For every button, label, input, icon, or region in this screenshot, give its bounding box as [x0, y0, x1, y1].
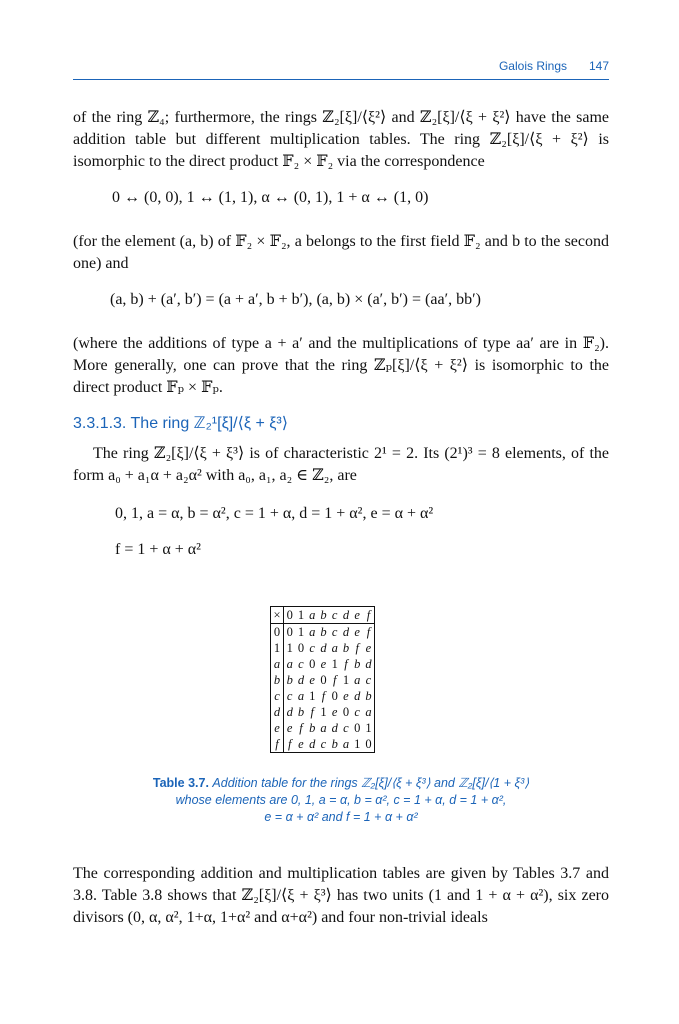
table-cell: b — [309, 721, 316, 735]
table-cell: × — [271, 607, 284, 624]
table-cell: d — [342, 625, 350, 639]
paragraph-4: The ring ℤ₂[ξ]/⟨ξ + ξ³⟩ is of characteristic 2¹ = 2. Its (2¹)³ = 8 elements, of the form a₀ + a₁α + a₂α² with a₀, a₁, a₂ ∈ ℤ₂, are — [73, 445, 609, 484]
running-header — [73, 57, 609, 80]
caption-line3: e = α + α² and f = 1 + α + α² — [264, 810, 418, 824]
table-cell: 0 — [365, 737, 372, 751]
table-cell: e — [343, 689, 349, 703]
table-row — [271, 640, 375, 656]
table-cell: c — [365, 673, 372, 687]
page-number: 147 — [588, 59, 609, 73]
table-cell: 1 — [295, 607, 306, 624]
table-caption — [73, 775, 609, 826]
operations-display: (a, b) + (a′, b′) = (a + a′, b + b′), (a, b) × (a′, b′) = (aa′, bb′) — [110, 291, 481, 308]
paragraph-2: (for the element (a, b) of 𝔽₂ × 𝔽₂, a belongs to the first field 𝔽₂ and b to the second one) and — [73, 233, 609, 272]
table-cell: a — [342, 737, 350, 751]
table-cell: a — [286, 657, 293, 671]
table-cell: c — [343, 721, 349, 735]
table-cell: d — [340, 607, 351, 624]
table-cell: 0 — [331, 689, 338, 703]
table-cell: c — [271, 688, 284, 704]
table-cell: 1 — [365, 721, 372, 735]
paragraph-1: of the ring ℤ₄; furthermore, the rings ℤ₂[ξ]/⟨ξ²⟩ and ℤ₂[ξ]/⟨ξ + ξ²⟩ have the same addition table but different multiplication tables. The ring ℤ₂[ξ]/⟨ξ + ξ²⟩ is isomorphic to the direct product 𝔽₂ × 𝔽₂ via the correspondence — [73, 109, 609, 170]
table-cell: 1 — [271, 640, 284, 656]
caption-line2: whose elements are 0, 1, a = α, b = α², c = 1 + α, d = 1 + α², — [175, 793, 507, 807]
table-cell: 1 — [297, 625, 305, 639]
table-header-row — [271, 607, 375, 624]
table-cell: e — [365, 641, 372, 655]
table-cell: c — [320, 737, 327, 751]
table-cell: f — [321, 689, 326, 703]
table-cell: 0 — [297, 641, 305, 655]
table-cell: f — [271, 736, 284, 753]
table-cell: f — [287, 737, 292, 751]
table-row — [271, 688, 375, 704]
table-cell: e — [331, 705, 338, 719]
table-cell: e — [271, 720, 284, 736]
table-cell: 0 — [320, 673, 327, 687]
caption-line1: Addition table for the rings ℤ₂[ξ]/⟨ξ + ξ³⟩ and ℤ₂[ξ]/⟨1 + ξ³⟩ — [212, 776, 530, 790]
table-cell: f — [344, 657, 348, 671]
table-cell: d — [286, 705, 293, 719]
table-cell: c — [354, 705, 360, 719]
table-cell: b — [365, 689, 372, 703]
table-row — [271, 656, 375, 672]
table-cell: a — [271, 656, 284, 672]
table-cell: c — [331, 625, 338, 639]
table-cell: f — [355, 641, 359, 655]
caption-label: Table 3.7. — [152, 776, 209, 790]
header-title: Galois Rings — [498, 59, 567, 73]
table-cell: c — [309, 641, 315, 655]
table-cell: c — [298, 657, 304, 671]
table-cell: d — [320, 641, 327, 655]
table-cell: e — [320, 657, 327, 671]
table-cell: 1 — [309, 689, 316, 703]
table-cell: a — [309, 625, 316, 639]
table-row — [271, 624, 375, 641]
table-cell: b — [297, 705, 305, 719]
paragraph-3: (where the additions of type a + a′ and the multiplications of type aa′ are in 𝔽₂). More generally, one can prove that the ring ℤₚ[ξ]/⟨ξ + ξ²⟩ is isomorphic to the direct product 𝔽ₚ × 𝔽ₚ. — [73, 335, 609, 396]
table-cell: d — [331, 721, 338, 735]
table-row — [271, 672, 375, 688]
table-cell: 0 — [286, 625, 293, 639]
table-cell: 1 — [342, 673, 350, 687]
table-cell: d — [271, 704, 284, 720]
addition-table — [270, 606, 375, 753]
table-cell: 1 — [354, 737, 361, 751]
table-cell: d — [297, 673, 305, 687]
table-row — [271, 736, 375, 753]
table-cell: a — [365, 705, 372, 719]
table-cell: b — [320, 625, 327, 639]
elements-display-line2: f = 1 + α + α² — [115, 541, 201, 558]
table-cell: b — [354, 657, 361, 671]
table-cell: f — [332, 673, 337, 687]
table-cell: f — [363, 607, 375, 624]
elements-display-line1: 0, 1, a = α, b = α², c = 1 + α, d = 1 + α², e = α + α² — [115, 505, 434, 522]
table-cell: 1 — [331, 657, 338, 671]
table-cell: b — [342, 641, 350, 655]
section-heading: 3.3.1.3. The ring ℤ₂¹[ξ]/⟨ξ + ξ³⟩ — [73, 415, 288, 432]
table-cell: c — [286, 689, 293, 703]
table-cell: b — [271, 672, 284, 688]
table-cell: f — [299, 721, 303, 735]
table-cell: a — [354, 673, 361, 687]
table-cell: e — [286, 721, 293, 735]
table-cell: 0 — [342, 705, 350, 719]
table-cell: d — [309, 737, 316, 751]
table-cell: f — [366, 625, 371, 639]
table-cell: a — [331, 641, 338, 655]
table-cell: 1 — [320, 705, 327, 719]
table-cell: 0 — [354, 721, 361, 735]
table-cell: a — [307, 607, 318, 624]
table-cell: e — [354, 625, 360, 639]
table-cell: f — [310, 705, 314, 719]
table-cell: e — [309, 673, 315, 687]
table-cell: 0 — [309, 657, 316, 671]
table-cell: 0 — [284, 607, 296, 624]
paragraph-5: The corresponding addition and multiplication tables are given by Tables 3.7 and 3.8. Table 3.8 shows that ℤ₂[ξ]/⟨ξ + ξ³⟩ has two units (1 and 1 + α + α²), six zero divisors (0, α, α², 1+α, 1+α² and α+α²) and four non-trivial ideals — [73, 865, 609, 926]
table-cell: a — [320, 721, 327, 735]
table-cell: d — [354, 689, 361, 703]
table-cell: b — [318, 607, 329, 624]
correspondence-display: 0 ↔ (0, 0), 1 ↔ (1, 1), α ↔ (0, 1), 1 + α ↔ (1, 0) — [112, 189, 429, 206]
table-cell: c — [329, 607, 340, 624]
table-cell: e — [298, 737, 304, 751]
table-cell: 0 — [271, 624, 284, 641]
table-cell: e — [352, 607, 363, 624]
table-cell: b — [331, 737, 338, 751]
table-cell: b — [286, 673, 293, 687]
table-row — [271, 720, 375, 736]
table-row — [271, 704, 375, 720]
table-cell: a — [297, 689, 305, 703]
table-cell: 1 — [286, 641, 293, 655]
table-cell: d — [365, 657, 372, 671]
